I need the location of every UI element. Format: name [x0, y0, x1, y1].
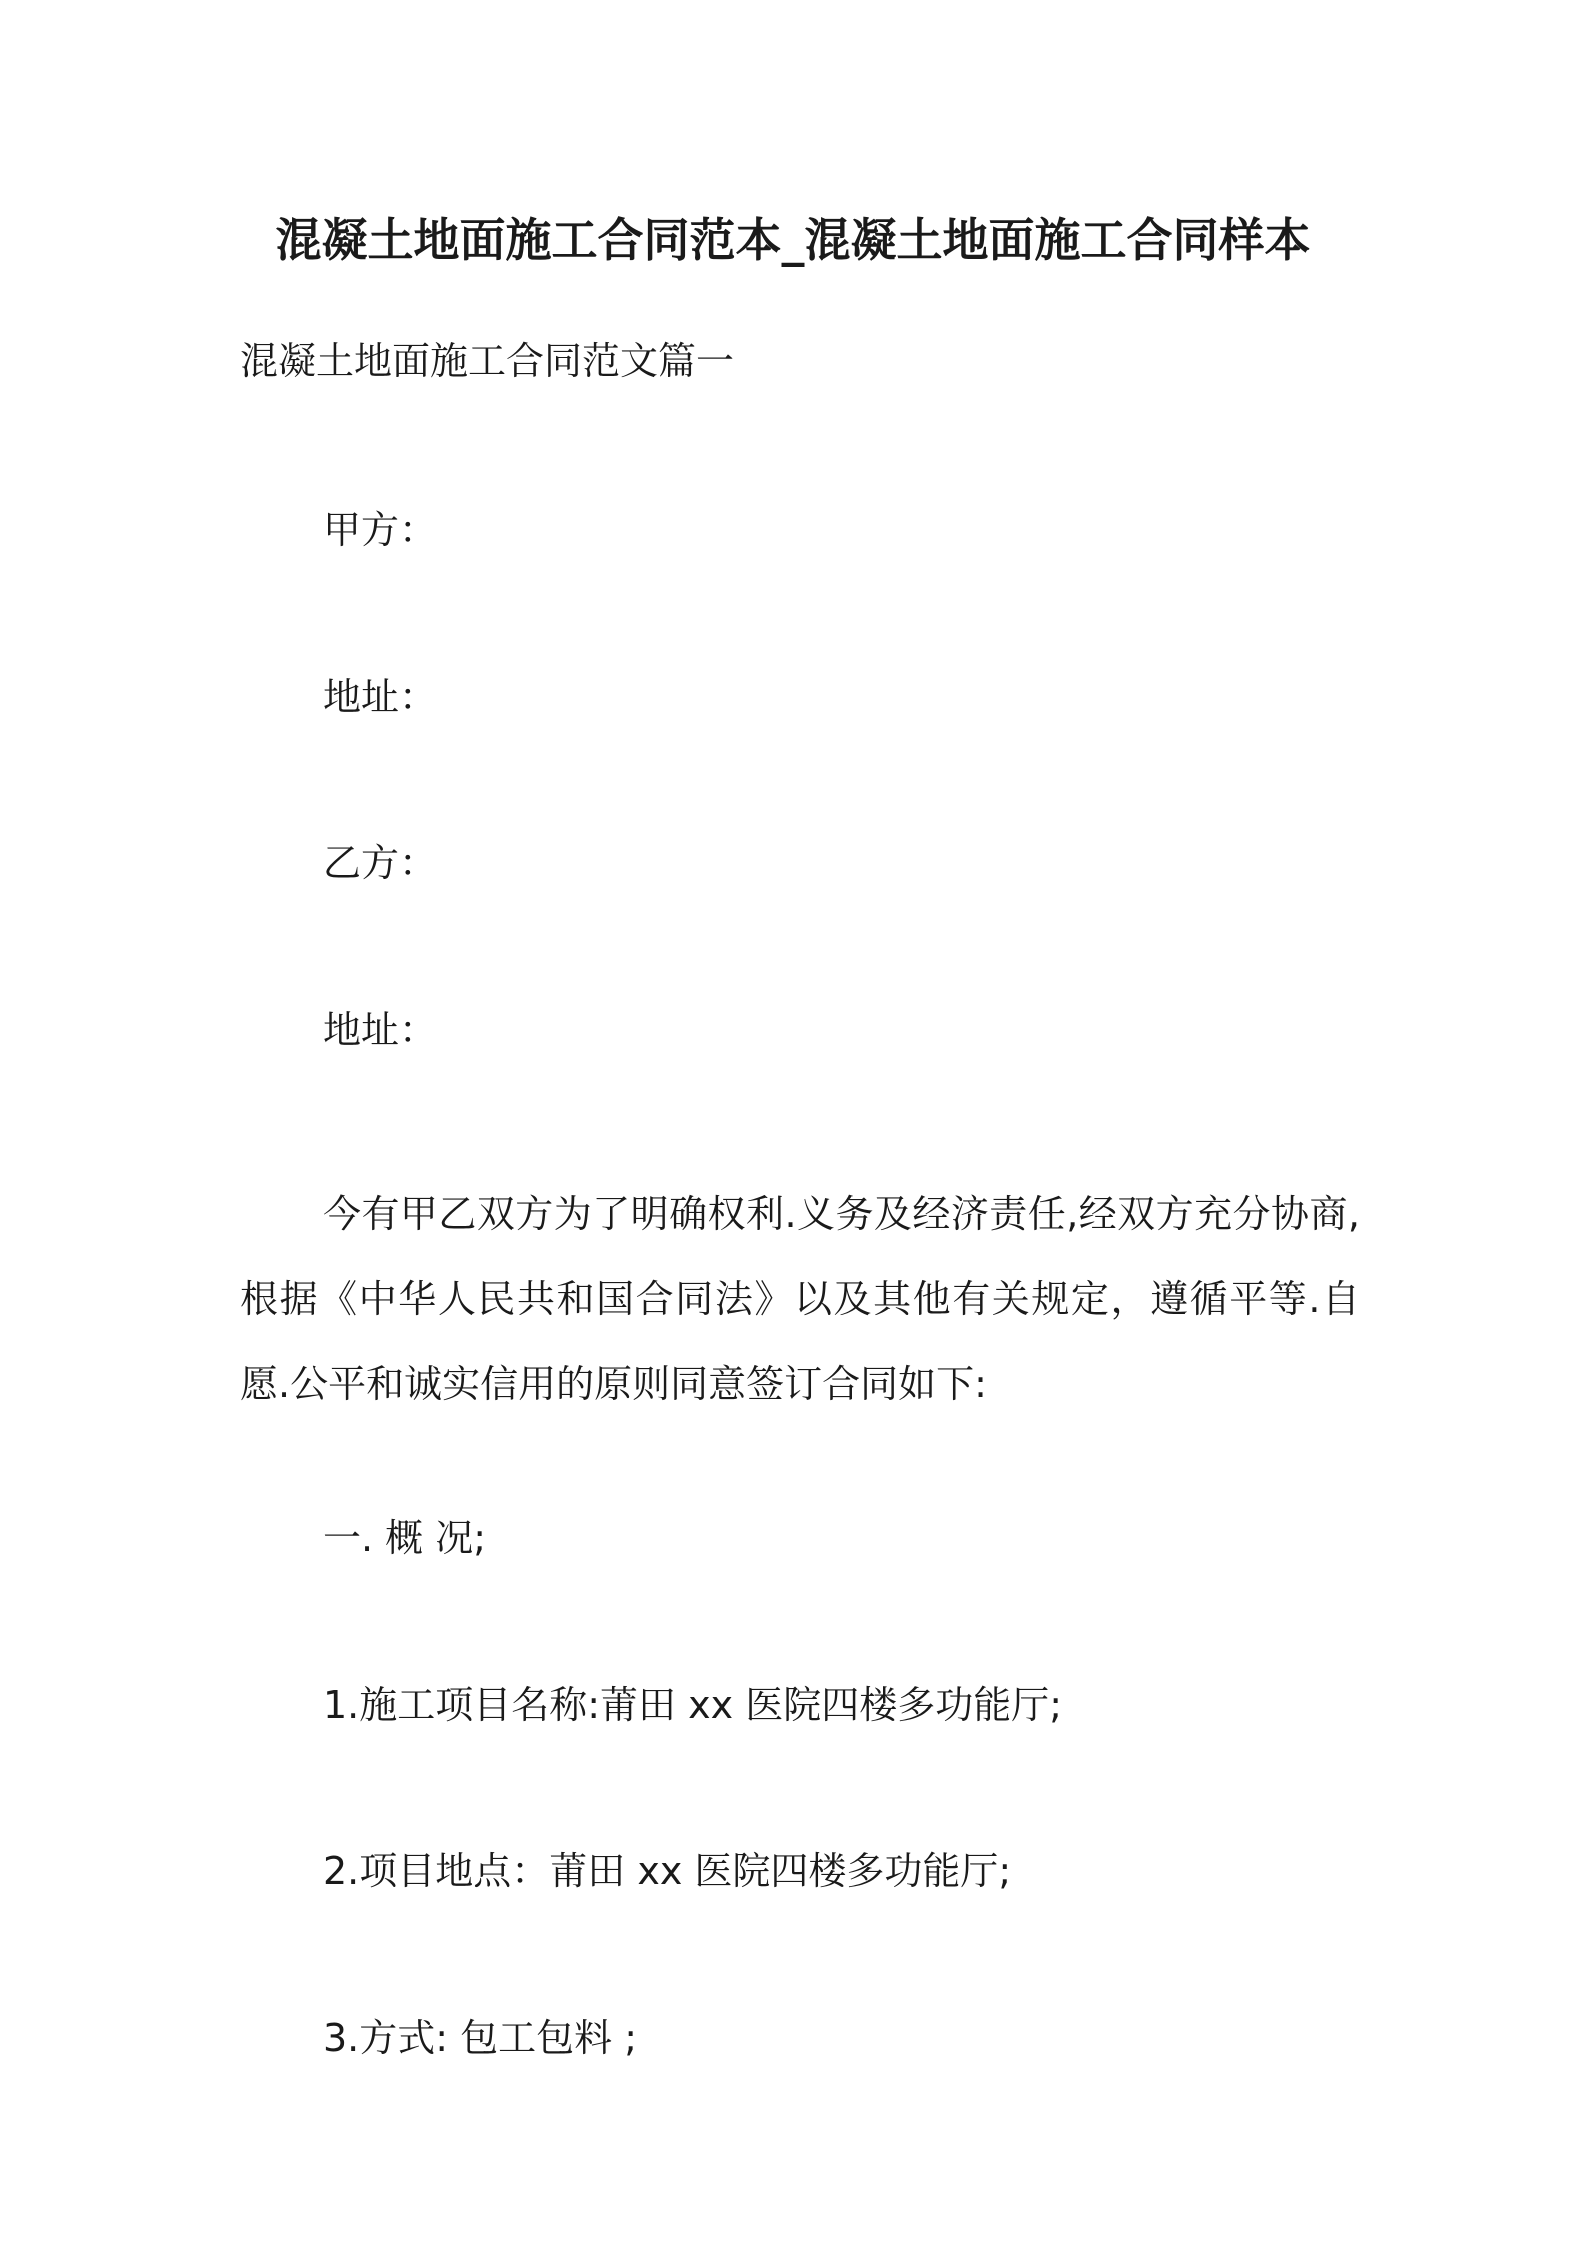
intro-paragraph: 今有甲乙双方为了明确权利.义务及经济责任,经双方充分协商,根据《中华人民共和国合同法》以及其他有关规定，遵循平等.自愿.公平和诚实信用的原则同意签订合同如下: — [240, 1192, 1360, 1406]
list-item: 2.项目地点：莆田 xx 医院四楼多功能厅; — [323, 1849, 1012, 1893]
party-a-field: 甲方： — [323, 508, 438, 552]
party-b-field: 乙方： — [323, 841, 438, 885]
document-subtitle: 混凝土地面施工合同范文篇一 — [240, 339, 735, 383]
party-a-address-field: 地址： — [323, 675, 438, 719]
list-item: 3.方式: 包工包料 ; — [323, 2016, 638, 2060]
section-heading: 一. 概 况; — [323, 1516, 487, 1560]
document-title: 混凝土地面施工合同范本_混凝土地面施工合同样本 — [275, 213, 1311, 267]
party-b-address-field: 地址： — [323, 1008, 438, 1052]
list-item: 1.施工项目名称:莆田 xx 医院四楼多功能厅; — [323, 1683, 1062, 1727]
